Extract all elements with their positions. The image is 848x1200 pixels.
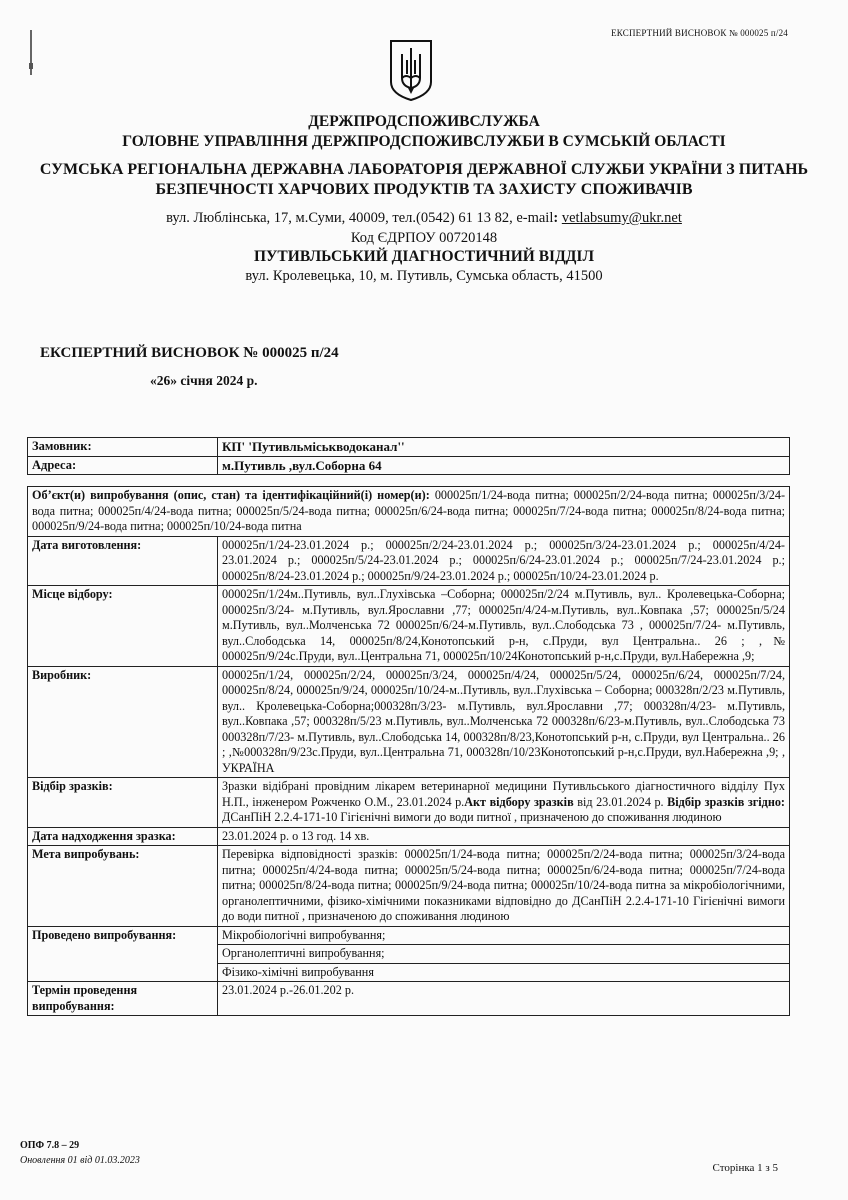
- binding-mark: [29, 63, 33, 69]
- table-row: [28, 982, 790, 1016]
- table-row: [28, 926, 790, 982]
- conclusion-title: ЕКСПЕРТНИЙ ВИСНОВОК № 000025 п/24: [40, 345, 339, 361]
- receipt-date-label: Дата надходження зразка:: [28, 827, 218, 846]
- test-item: Мікробіологічні випробування;: [218, 927, 789, 946]
- table-row: [28, 586, 790, 667]
- test-item: Фізико-хімічні випробування: [222, 964, 374, 979]
- table-row: [28, 456, 790, 475]
- department-address: вул. Кролевецька, 10, м. Путивль, Сумська область, 41500: [245, 268, 603, 284]
- table-row: [28, 536, 790, 586]
- customer-table: [27, 437, 790, 475]
- sampling-place-label: Місце відбору:: [28, 586, 218, 667]
- purpose-label: Мета випробувань:: [28, 846, 218, 927]
- customer-label: Замовник:: [28, 438, 218, 457]
- sampling-label: Відбір зразків:: [28, 778, 218, 828]
- form-code: ОПФ 7.8 – 29: [20, 1140, 80, 1151]
- revision-note: Оновлення 01 від 01.03.2023: [20, 1155, 140, 1166]
- document-reference: ЕКСПЕРТНИЙ ВИСНОВОК № 000025 п/24: [611, 28, 788, 38]
- conclusion-date: «26» січня 2024 р.: [150, 373, 258, 388]
- test-item: Органолептичні випробування;: [218, 945, 789, 964]
- test-period-label: Термін проведення випробування:: [28, 982, 218, 1016]
- org-line-1: ДЕРЖПРОДСПОЖИВСЛУЖБА: [308, 113, 540, 130]
- table-row: [28, 778, 790, 828]
- sampling-text-2: від 23.01.2024 р.: [573, 794, 668, 809]
- tests-label: Проведено випробування:: [28, 926, 218, 982]
- table-row: [28, 827, 790, 846]
- table-row: [28, 666, 790, 778]
- sampling-act-label: Акт відбору зразків: [464, 794, 574, 809]
- sampling-text-3: ДСанПіН 2.2.4-171-10 Гігієнічні вимоги до води питної , призначеною до споживання людиною: [222, 810, 722, 824]
- objects-value: 000025п/1/24-вода питна; 000025п/2/24-вода питна; 000025п/3/24-вода питна; 000025п/4/24-вода питна; 000025п/5/24-вода питна; 000025п/6/24-вода питна; 000025п/7/24-вода питна; 000025п/8/24-вода питна; 000025п/9/24-вода питна; 000025п/10/24-вода питна: [32, 488, 786, 533]
- producer-value: 000025п/1/24, 000025п/2/24, 000025п/3/24, 000025п/4/24, 000025п/5/24, 000025п/6/24, 000025п/7/24, 000025п/8/24, 000025п/9/24, 000025п/10/24-м..Путивль, вул..Глухівська – Соборна; 000328п/2/23 м.Путивль, вул.. Кролевецька-Соборна;000328п/3/23- м.Путивль, вул.Ярославни ,77; 000328п/4/23- м.Путивль, вул..Ковпака ,57; 000328п/5/23 м.Путивль, вул..Молченська 72 000328п/6/23-м.Путивль, вул..Слободська 73 000328п/7/23- м.Путивль, вул..Слободська 14, 000328п/8/23,Конотопський р-н, с.Пруди, вул Центральна.. 26 ; ,№000328п/9/23с.Пруди, вул..Центральна 71, 000328п/10/23Конотопський р-н,с.Пруди, вул.Набережна ,9; , УКРАЇНА: [218, 666, 790, 778]
- address-value: м.Путивль ,вул.Соборна 64: [218, 456, 790, 475]
- details-table: [27, 486, 790, 1016]
- table-row: [28, 438, 790, 457]
- sampling-text-1: Зразки відібрані провідним лікарем ветеринарної медицини Путивльського діагностичного відділу Пух Н.П., інженером Рожченко О.М., 23.01.2024 р.: [222, 779, 785, 809]
- department-name: ПУТИВЛЬСЬКИЙ ДІАГНОСТИЧНИЙ ВІДДІЛ: [254, 248, 594, 265]
- sampling-value: [218, 778, 790, 828]
- coat-of-arms-icon: [388, 38, 434, 102]
- address-label: Адреса:: [28, 456, 218, 475]
- producer-label: Виробник:: [28, 666, 218, 778]
- purpose-value: Перевірка відповідності зразків: 000025п/1/24-вода питна; 000025п/2/24-вода питна; 000025п/3/24-вода питна; 000025п/4/24-вода питна; 000025п/5/24-вода питна; 000025п/6/24-вода питна; 000025п/7/24-вода питна; 000025п/8/24-вода питна; 000025п/9/24-вода питна; 000025п/10/24-вода питна за мікробіологічними, органолептичними, фізико-хімічними показниками відповідно до ДСанПіН 2.2.4-171-10 Гігієнічні вимоги до води питної , призначеною до споживання людиною: [218, 846, 790, 927]
- page-number: Сторінка 1 з 5: [712, 1162, 778, 1174]
- objects-label: Об’єкт(и) випробування (опис, стан) та ідентифікаційний(і) номер(и):: [32, 488, 430, 502]
- org-line-3: СУМСЬКА РЕГІОНАЛЬНА ДЕРЖАВНА ЛАБОРАТОРІЯ ДЕРЖАВНОЇ СЛУЖБИ УКРАЇНИ З ПИТАНЬ БЕЗПЕЧНОСТІ ХАРЧОВИХ ПРОДУКТІВ ТА ЗАХИСТУ СПОЖИВАЧІВ: [39, 161, 809, 198]
- tests-value: [218, 926, 790, 982]
- email-link[interactable]: vetlabsumy@ukr.net: [561, 210, 682, 226]
- edrpou-code: Код ЄДРПОУ 00720148: [350, 230, 498, 246]
- sampling-standard-label: Відбір зразків згідно:: [667, 794, 785, 809]
- customer-value: КП' 'Путивльміськводоканал'': [218, 438, 790, 457]
- objects-cell: [28, 487, 790, 537]
- table-row: [28, 487, 790, 537]
- receipt-date-value: 23.01.2024 р. о 13 год. 14 хв.: [218, 827, 790, 846]
- org-line-2: ГОЛОВНЕ УПРАВЛІННЯ ДЕРЖПРОДСПОЖИВСЛУЖБИ В СУМСЬКІЙ ОБЛАСТІ: [122, 133, 726, 150]
- test-period-value: 23.01.2024 р.-26.01.202 р.: [218, 982, 790, 1016]
- manufacture-date-value: 000025п/1/24-23.01.2024 р.; 000025п/2/24-23.01.2024 р.; 000025п/3/24-23.01.2024 р.; 000025п/4/24-23.01.2024 р.; 000025п/5/24-23.01.2024 р.; 000025п/6/24-23.01.2024 р.; 000025п/7/24-23.01.2024 р.; 000025п/8/24-23.01.2024 р.; 000025п/9/24-23.01.2024 р.; 000025п/10/24-23.01.2024 р.: [218, 536, 790, 586]
- table-row: [28, 846, 790, 927]
- lab-address-text: вул. Люблінська, 17, м.Суми, 40009, тел.(0542) 61 13 82, e-mail: [166, 210, 554, 226]
- sampling-place-value: 000025п/1/24м..Путивль, вул..Глухівська –Соборна; 000025п/2/24 м.Путивль, вул.. Кролевецька-Соборна; 000025п/3/24- м.Путивль, вул.Ярославни ,77; 000025п/4/24-м.Путивль, вул..Ковпака ,57; 000025п/5/24 м.Путивль, вул..Молченська 72 000025п/6/24-м.Путивль, вул..Слободська 73 , 000025п/7/24- м.Путивль, вул..Слободська 14, 000025п/8/24,Конотопський р-н, с.Пруди, вул Центральна.. 26 ; ,№ 000025п/9/24с.Пруди, вул..Центральна 71, 000025п/10/24Конотопський р-н,с.Пруди, вул.Набережна ,9;: [218, 586, 790, 667]
- manufacture-date-label: Дата виготовлення:: [28, 536, 218, 586]
- lab-address: вул. Люблінська, 17, м.Суми, 40009, тел.(0542) 61 13 82, e-mail: vetlabsumy@ukr.net: [166, 210, 682, 226]
